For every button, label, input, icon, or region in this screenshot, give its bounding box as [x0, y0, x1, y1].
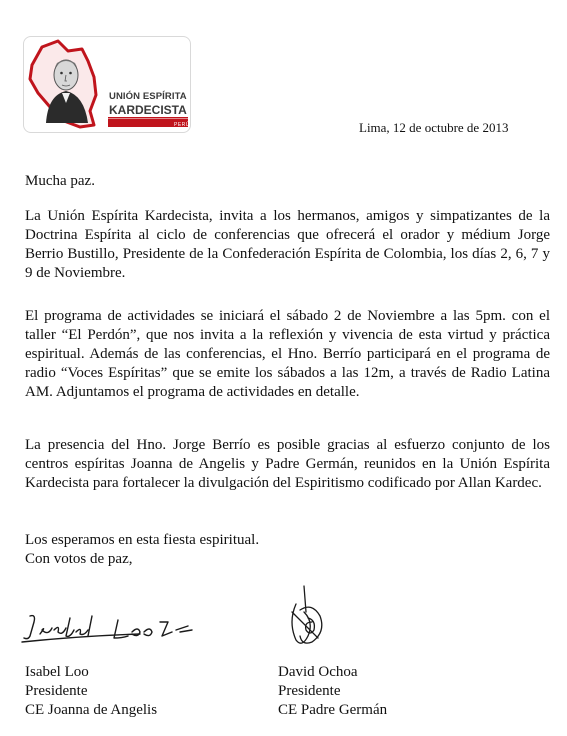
- letter-date: Lima, 12 de octubre de 2013: [359, 120, 509, 135]
- signer-1-name: Isabel Loo: [25, 664, 89, 680]
- signer-2-name: David Ochoa: [278, 664, 358, 680]
- paragraph-presence: La presencia del Hno. Jorge Berrío es posible gracias al esfuerzo conjunto de los centros espíritas Joanna de Angelis y Padre Germán, reunidos en la Unión Espírita Kardecista para fortalecer la divulgación del Espiritismo codificado por Allan Kardec.: [25, 437, 550, 491]
- paragraph-invitation: La Unión Espírita Kardecista, invita a los hermanos, amigos y simpatizantes de la Doctrina Espírita al ciclo de conferencias que ofrecerá el orador y médium Jorge Berrio Bustillo, Presidente de la Confederación Espírita de Colombia, los días 2, 6, 7 y 9 de Noviembre.: [25, 208, 550, 281]
- signer-block-2: [278, 663, 387, 720]
- signer-1-title: Presidente: [25, 683, 88, 699]
- closing-line-2: Con votos de paz,: [25, 551, 133, 567]
- logo-text-line1: UNIÓN ESPÍRITA: [109, 91, 187, 102]
- signature-david-ochoa: [282, 582, 332, 652]
- closing-line-1: Los esperamos en esta fiesta espiritual.: [25, 532, 260, 548]
- signer-1-org: CE Joanna de Angelis: [25, 702, 158, 718]
- letter-greeting: Mucha paz.: [25, 173, 95, 189]
- signer-block-1: [25, 663, 157, 720]
- peru-map-portrait-emblem: [24, 37, 190, 132]
- organization-logo: [23, 36, 191, 133]
- logo-text-line2: KARDECISTA: [109, 103, 187, 117]
- paragraph-program: El programa de actividades se iniciará el sábado 2 de Noviembre a las 5pm. con el taller “El Perdón”, que nos invita a la reflexión y vivencia de esta virtud y práctica espiritual. Además de las conferencias, el Hno. Berrío participará en el programa de radio “Voces Espíritas” que se emite los sábados a las 12m, a través de Radio Latina AM. Adjuntamos el programa de actividades en detalle.: [25, 308, 550, 400]
- signer-2-title: Presidente: [278, 683, 341, 699]
- signer-2-org: CE Padre Germán: [278, 702, 388, 718]
- signature-isabel-loo: [20, 612, 210, 650]
- letter-closing: [25, 531, 259, 569]
- logo-text-line3: PERÚ: [174, 122, 190, 128]
